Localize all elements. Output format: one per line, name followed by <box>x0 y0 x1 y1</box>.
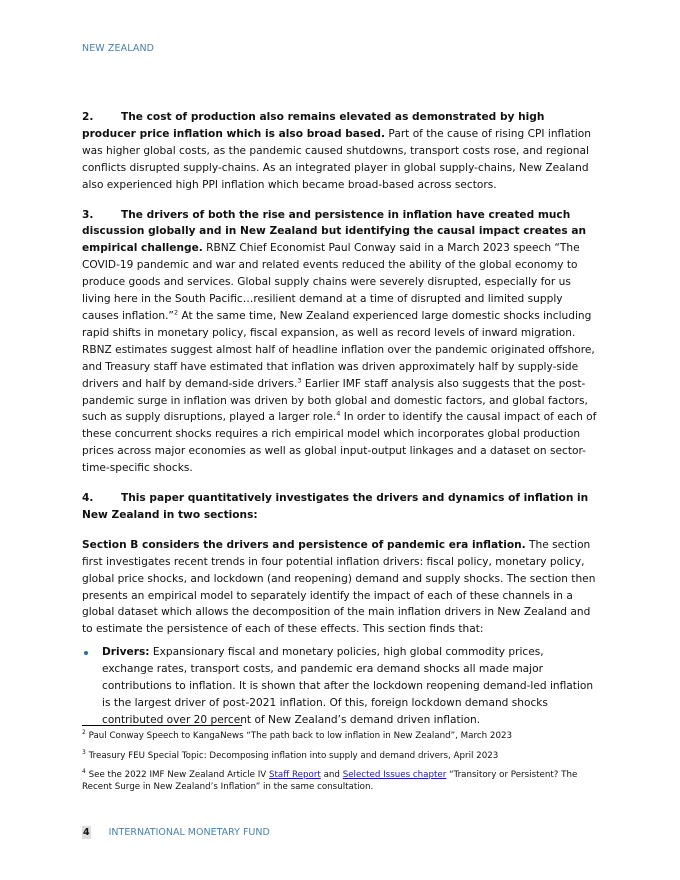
page-number: 4 <box>83 827 90 838</box>
document-body <box>82 109 598 729</box>
list-item-text: Expansionary fiscal and monetary policies, high global commodity prices, exchange rates, transport costs, and pandemic era demand shocks all made major contributions to inflation. It is shown that after the lockdown reopening demand-led inflation is the largest driver of post-2021 inflation. Of this, foreign lockdown demand shocks contributed over 20 percent of New Zealand’s demand driven inflation. <box>102 646 594 726</box>
paragraph-lead: Section B considers the drivers and persistence of pandemic era inflation. <box>82 538 526 551</box>
paragraph-text: At the same time, New Zealand experienced large domestic shocks including rapid shifts in monetary policy, fiscal expansion, as well as record levels of inward migration. RBNZ estimates suggest almost half of headline inflation over the pandemic originated offshore, and Treasury staff have estimated that inflation was driven approximately half by supply-side drivers and half by demand-side drivers. <box>82 309 595 390</box>
paragraph-number: 4. <box>82 492 94 505</box>
paragraph-lead: This paper quantitatively investigates the drivers and dynamics of inflation in New Zealand in two sections: <box>82 492 589 521</box>
footnote-divider <box>82 725 242 726</box>
footnote-text: See the 2022 IMF New Zealand Article IV <box>85 770 270 780</box>
paragraph-text: Earlier IMF staff analysis also suggests that the post-pandemic surge in inflation was driven by both global and domestic factors, and global factors, such as supply disruptions, played a larger role. <box>82 377 588 424</box>
list-item <box>82 644 598 729</box>
page-footer <box>82 826 270 839</box>
footnote-ref-2[interactable]: 2 <box>173 308 179 317</box>
staff-report-link[interactable]: Staff Report <box>269 770 321 780</box>
footnote-text: Treasury FEU Special Topic: Decomposing inflation into supply and demand drivers, April 2023 <box>85 750 499 761</box>
footnote-number: 4 <box>82 768 86 776</box>
footnote-3 <box>82 748 598 763</box>
paragraph-section-b <box>82 537 598 638</box>
footnote-number: 3 <box>82 748 86 756</box>
paragraph-lead: The drivers of both the rise and persistence in inflation have created much discussion globally and in New Zealand but identifying the causal impact creates an empirical challenge. <box>82 208 587 255</box>
footnote-text: and <box>320 770 343 780</box>
selected-issues-link[interactable]: Selected Issues chapter <box>342 770 447 780</box>
paragraph-text: The section first investigates recent trends in four potential inflation drivers: fiscal policy, monetary policy, global price shocks, and lockdown (and reopening) demand and supply shocks. The section then presents an empirical model to separately identify the impact of each of these channels in a global dataset which allows the decomposition of the main inflation drivers in New Zealand and to estimate the persistence of each of these effects. This section finds that: <box>82 538 596 636</box>
paragraph-text: In order to identify the causal impact of each of these concurrent shocks requires a rich empirical model which incorporates global production prices across major economies as well as global input-output linkages and a dataset on sector-time-specific shocks. <box>82 411 597 475</box>
footnote-ref-4[interactable]: 4 <box>336 409 341 418</box>
paragraph-text: RBNZ Chief Economist Paul Conway said in a March 2023 speech “The COVID-19 pandemic and war and related events reduced the ability of the global economy to produce goods and services. Global supply chains were severely disrupted, especially for us living here in the South Pacific…resilient demand at a time of disrupted and limited supply causes inflation.” <box>82 242 580 322</box>
bullet-icon <box>84 651 88 655</box>
footnotes <box>82 731 598 801</box>
bullet-list <box>82 644 598 729</box>
paragraph-lead: The cost of production also remains elevated as demonstrated by high producer price inflation which is also broad based. <box>82 111 545 140</box>
footnote-number: 2 <box>82 729 86 737</box>
paragraph-3 <box>82 207 598 478</box>
paragraph-number: 3. <box>82 208 94 221</box>
footer-org: INTERNATIONAL MONETARY FUND <box>108 827 270 838</box>
paragraph-2 <box>82 109 598 194</box>
paragraph-text: Part of the cause of rising CPI inflation was higher global costs, as the pandemic caused shutdowns, transport costs rose, and regional conflicts disrupted supply-chains. As an integrated player in global supply-chains, New Zealand also experienced high PPI inflation which became broad-based across sectors. <box>82 127 591 191</box>
paragraph-number: 2. <box>82 111 94 123</box>
paragraph-4 <box>82 490 598 524</box>
footnote-2 <box>82 731 598 743</box>
footnote-text: Paul Conway Speech to KangaNews “The path back to low inflation in New Zealand”, March 2023 <box>85 731 513 741</box>
footnote-text: “Transitory or Persistent? The Recent Surge in New Zealand’s Inflation” in the same consultation. <box>82 770 578 792</box>
running-header: NEW ZEALAND <box>82 43 155 54</box>
footnote-4 <box>82 770 598 793</box>
list-item-lead: Drivers: <box>102 646 150 659</box>
footnote-ref-3[interactable]: 3 <box>297 376 302 385</box>
